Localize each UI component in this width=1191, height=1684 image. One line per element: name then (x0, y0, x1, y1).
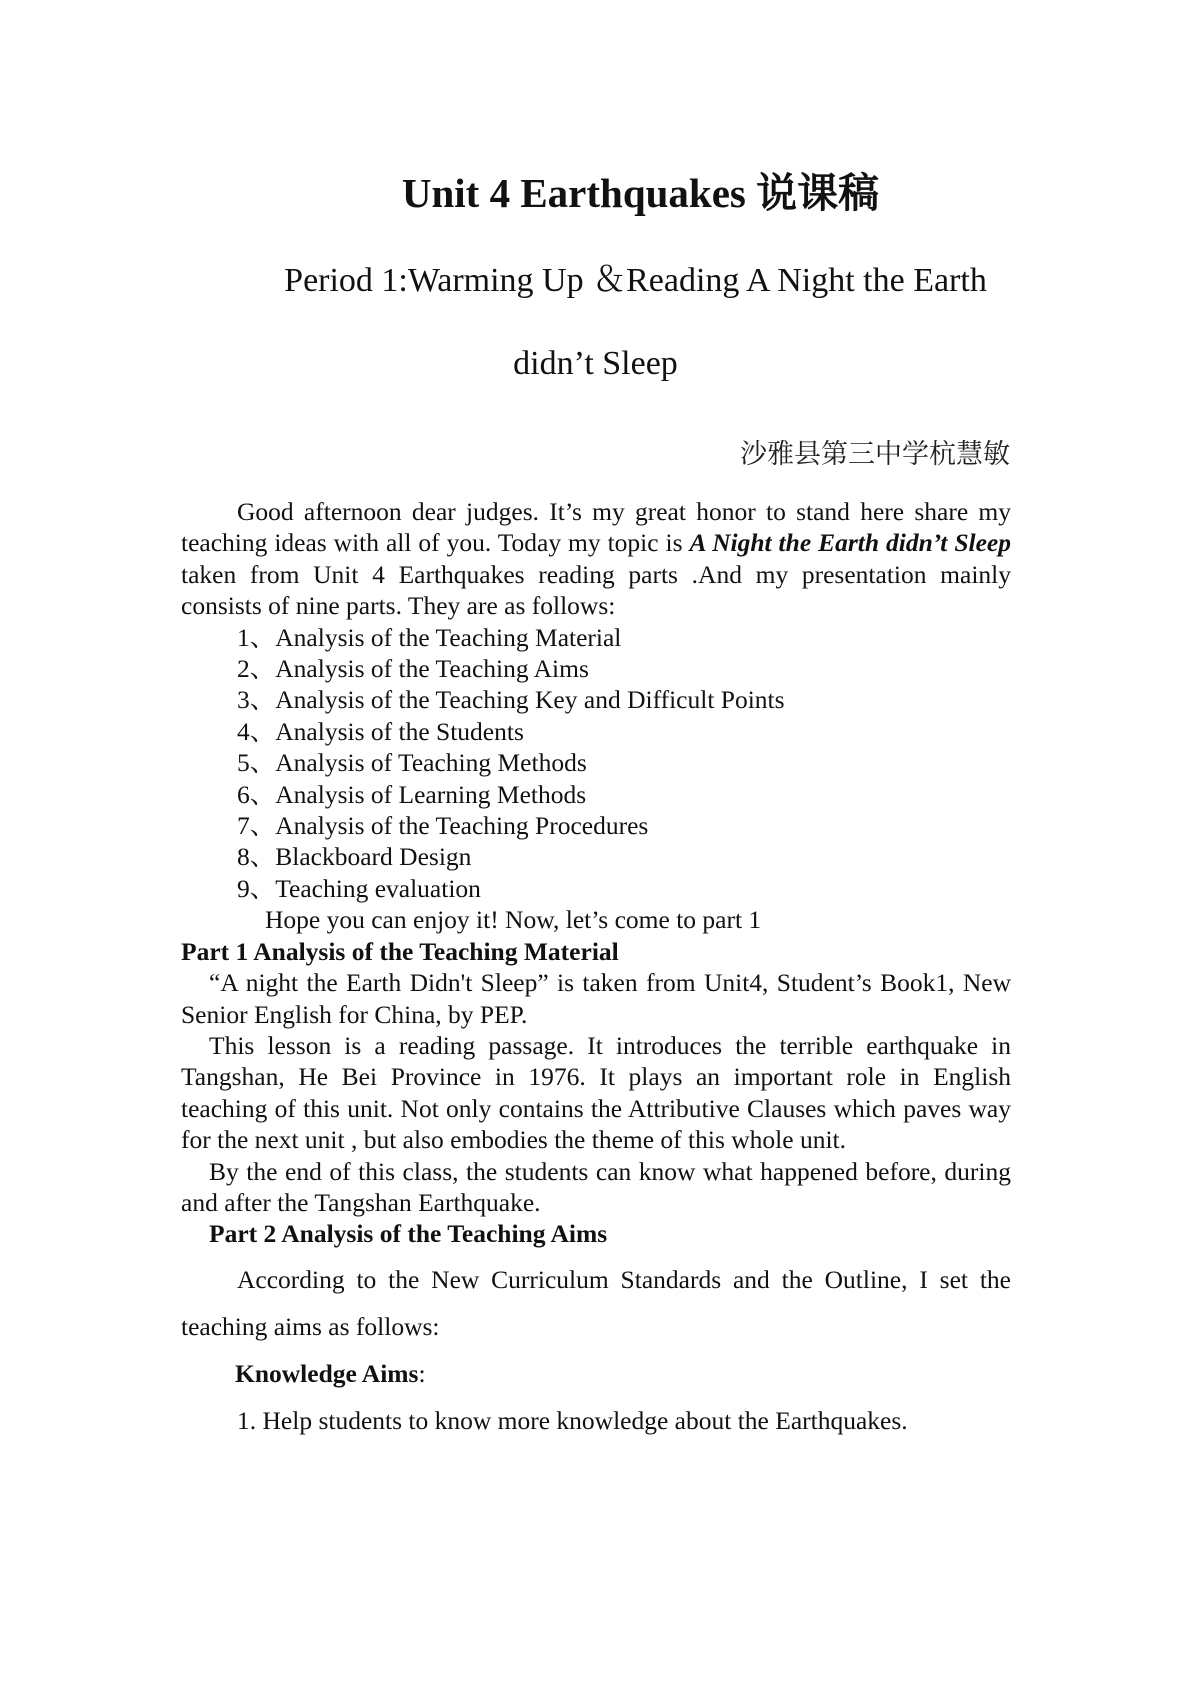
outline-item: 1、Analysis of the Teaching Material (237, 622, 622, 652)
document-title: Unit 4 Earthquakes 说课稿 (401, 170, 880, 216)
hope-line: Hope you can enjoy it! Now, let’s come to part 1 (265, 905, 762, 935)
document-subtitle-line2: didn’t Sleep (513, 345, 678, 382)
outline-item: 2、Analysis of the Teaching Aims (237, 654, 589, 684)
part1-paragraph-3: By the end of this class, the students can know what happened before, during and after the Tangshan Earthquake. (181, 1156, 1011, 1217)
outline-list (181, 622, 1011, 905)
intro-text-2: taken from Unit 4 Earthquakes reading parts .And my presentation mainly consists of nine parts. They are as follows: (181, 559, 1011, 621)
part1-paragraph-2: This lesson is a reading passage. It introduces the terrible earthquake in Tangshan, He Bei Province in 1976. It plays an important role in English teaching of this unit. Not only contains the Attributive Clauses which paves way for the next unit , but also embodies the theme of this whole unit. (181, 1030, 1011, 1155)
intro-paragraph (181, 496, 1011, 622)
intro-topic-emphasis: A Night the Earth didn’t Sleep (689, 528, 1011, 558)
outline-item: 3、Analysis of the Teaching Key and Difficult Points (237, 685, 785, 715)
author-line: 沙雅县第三中学杭慧敏 (740, 439, 1010, 470)
knowledge-aim-item-1: 1. Help students to know more knowledge about the Earthquakes. (237, 1405, 908, 1435)
part2-content (181, 1256, 1011, 1444)
outline-item: 6、Analysis of Learning Methods (237, 779, 587, 809)
intro-text-1: Good afternoon dear judges. It’s my great honor to stand here share my teaching ideas with all of you. Today my topic is (181, 497, 1011, 558)
document-subtitle-line1: Period 1:Warming Up ＆Reading A Night the Earth (284, 262, 987, 299)
part1-heading: Part 1 Analysis of the Teaching Material (181, 936, 619, 966)
outline-item: 4、Analysis of the Students (237, 716, 524, 746)
knowledge-aims-line (181, 1350, 1011, 1397)
part2-paragraph-1: According to the New Curriculum Standards and the Outline, I set the teaching aims as follows: (181, 1264, 1011, 1341)
outline-item: 7、Analysis of the Teaching Procedures (237, 811, 649, 841)
knowledge-aims-label: Knowledge Aims (235, 1358, 419, 1388)
part1-paragraph-1: “A night the Earth Didn't Sleep” is taken from Unit4, Student’s Book1, New Senior English for China, by PEP. (181, 968, 1011, 1029)
document-body (181, 496, 1011, 1444)
outline-item: 8、Blackboard Design (237, 842, 472, 872)
knowledge-aims-colon: : (418, 1358, 426, 1388)
outline-item: 5、Analysis of Teaching Methods (237, 748, 587, 778)
part2-heading: Part 2 Analysis of the Teaching Aims (209, 1219, 608, 1249)
outline-item: 9、Teaching evaluation (237, 873, 481, 903)
